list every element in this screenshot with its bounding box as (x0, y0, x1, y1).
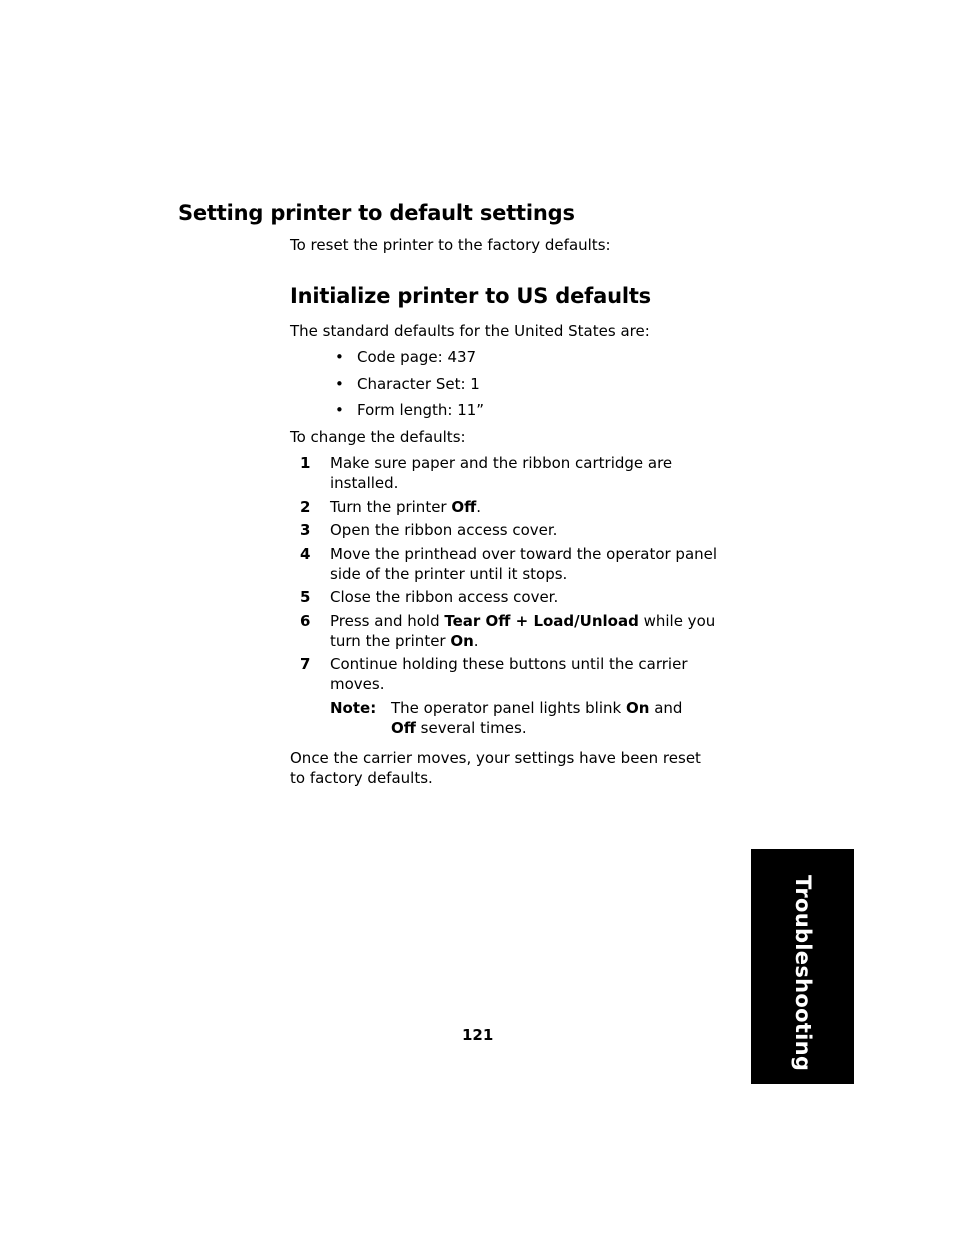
step-number: 2 (300, 497, 311, 516)
step-item (300, 544, 720, 584)
step-number: 1 (300, 454, 311, 472)
list-item: • Character Set: 1 (335, 374, 480, 393)
step-number: 5 (300, 588, 311, 606)
note-text: The operator panel lights blink On and Off several times. (391, 699, 683, 737)
step-item (300, 520, 720, 540)
step-text: Close the ribbon access cover. (330, 588, 559, 606)
step-text: Open the ribbon access cover. (330, 521, 558, 539)
page-number: 121 (462, 1026, 494, 1044)
steps-list (300, 453, 720, 698)
step-number: 6 (300, 611, 311, 630)
step-text: Turn the printer Off. (330, 497, 482, 516)
defaults-intro: The standard defaults for the United States are: (290, 322, 650, 340)
step-number: 7 (300, 655, 311, 673)
intro-text: To reset the printer to the factory defaults: (290, 236, 611, 254)
bullet-icon: • (335, 401, 344, 419)
section-title: Setting printer to default settings (178, 201, 575, 225)
list-item: • Form length: 11” (335, 401, 485, 419)
side-tab (751, 849, 854, 1084)
change-intro: To change the defaults: (290, 428, 466, 446)
step-item (300, 453, 720, 493)
step-item (300, 611, 720, 651)
side-tab-label: Troubleshooting (791, 875, 815, 1072)
list-item: • Code page: 437 (335, 348, 477, 366)
step-item (300, 654, 720, 694)
step-number: 4 (300, 544, 311, 563)
step-text: Continue holding these buttons until the carrier moves. (330, 655, 688, 693)
step-text: Make sure paper and the ribbon cartridge are installed. (330, 454, 673, 492)
step-text: Move the printhead over toward the operator panel side of the printer until it stops. (330, 544, 718, 583)
conclusion-text: Once the carrier moves, your settings have been reset to factory defaults. (290, 749, 701, 787)
step-item (300, 497, 720, 517)
bullet-icon: • (335, 348, 344, 366)
note-block (330, 698, 710, 738)
defaults-list (335, 347, 484, 427)
step-text: Press and hold Tear Off + Load/Unload while you turn the printer On. (330, 611, 716, 650)
note-label: Note: (330, 699, 377, 717)
step-number: 3 (300, 521, 311, 539)
subsection-title: Initialize printer to US defaults (290, 284, 651, 308)
bullet-icon: • (335, 374, 344, 393)
step-item (300, 587, 720, 607)
